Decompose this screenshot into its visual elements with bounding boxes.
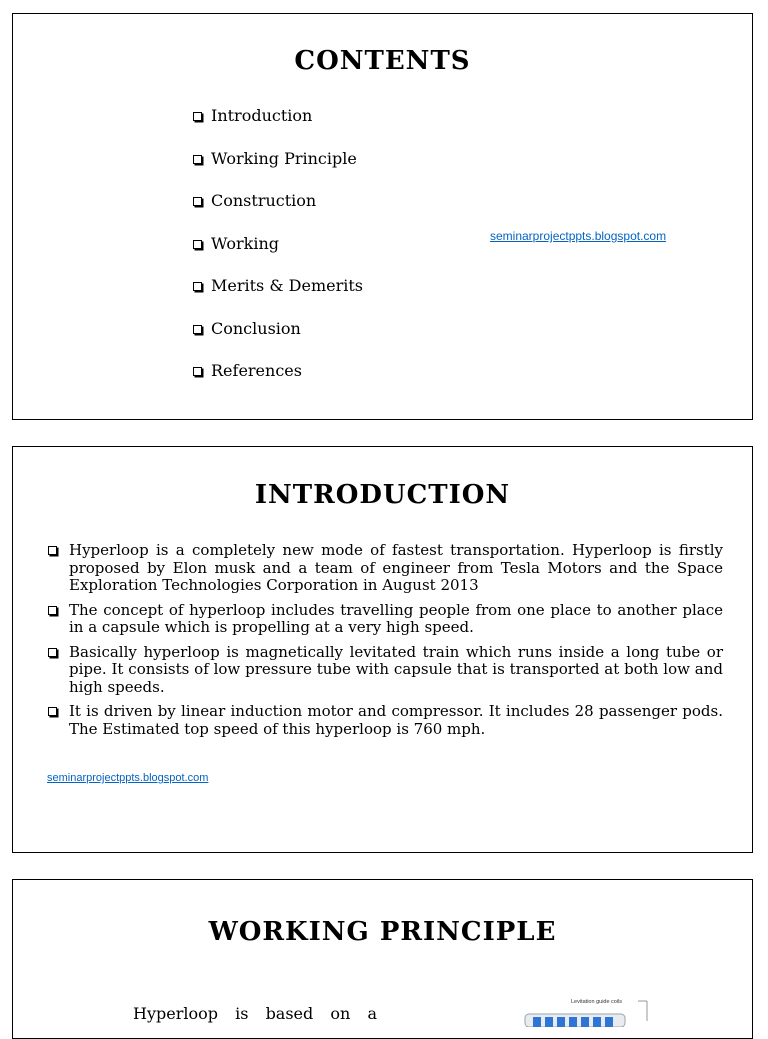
slide-contents bbox=[12, 13, 753, 420]
bullet-text: It is driven by linear induction motor and compressor. It includes 28 passenger pods. The Estimated top speed of this hyperloop is 760 mph. bbox=[69, 702, 723, 738]
diagram-coil bbox=[593, 1017, 601, 1027]
list-item bbox=[193, 233, 363, 276]
slide-title: INTRODUCTION bbox=[254, 480, 511, 510]
checkbox-bullet-icon bbox=[48, 707, 57, 716]
diagram-label: Levitation guide coils bbox=[571, 999, 623, 1005]
list-item bbox=[47, 602, 723, 637]
diagram-coil bbox=[557, 1017, 565, 1027]
list-item-label: Working bbox=[211, 233, 279, 253]
list-item bbox=[193, 360, 363, 403]
checkbox-bullet-icon bbox=[48, 546, 57, 555]
diagram-coil bbox=[605, 1017, 613, 1027]
checkbox-bullet-icon bbox=[193, 155, 202, 164]
list-item-label: Construction bbox=[211, 191, 317, 210]
list-item-label: Introduction bbox=[211, 106, 313, 125]
checkbox-bullet-icon bbox=[193, 367, 202, 376]
slide-title: CONTENTS bbox=[294, 46, 471, 76]
levitation-diagram bbox=[519, 997, 659, 1027]
list-item bbox=[193, 275, 363, 318]
checkbox-bullet-icon bbox=[193, 197, 202, 206]
diagram-coil bbox=[569, 1017, 577, 1027]
body-text: Hyperloop is based on a bbox=[133, 1004, 377, 1023]
checkbox-bullet-icon bbox=[193, 112, 202, 121]
checkbox-bullet-icon bbox=[193, 282, 202, 291]
list-item bbox=[47, 542, 723, 595]
bullet-text: Hyperloop is a completely new mode of fastest transportation. Hyperloop is firstly proposed by Elon musk and a team of engineer from Tesla Motors and the Space Exploration Technologies Corporation in August 2013 bbox=[69, 541, 723, 594]
blog-link[interactable]: seminarprojectppts.blogspot.com bbox=[47, 772, 209, 784]
checkbox-bullet-icon bbox=[48, 606, 57, 615]
intro-bullet-list bbox=[47, 542, 723, 745]
blog-link[interactable]: seminarprojectppts.blogspot.com bbox=[490, 229, 667, 243]
checkbox-bullet-icon bbox=[48, 648, 57, 657]
diagram-coil bbox=[533, 1017, 541, 1027]
slide-title: WORKING PRINCIPLE bbox=[208, 917, 557, 947]
list-item bbox=[193, 190, 363, 233]
list-item bbox=[193, 105, 363, 148]
list-item bbox=[193, 148, 363, 191]
list-item-label: Conclusion bbox=[211, 318, 301, 338]
diagram-coil bbox=[581, 1017, 589, 1027]
checkbox-bullet-icon bbox=[193, 325, 202, 334]
checkbox-bullet-icon bbox=[193, 240, 202, 249]
list-item bbox=[47, 644, 723, 697]
slide-introduction bbox=[12, 446, 753, 853]
diagram-coil bbox=[545, 1017, 553, 1027]
list-item bbox=[47, 703, 723, 738]
slide-working-principle bbox=[12, 879, 753, 1039]
list-item-label: Working Principle bbox=[211, 148, 357, 168]
list-item bbox=[193, 318, 363, 361]
bullet-text: The concept of hyperloop includes travelling people from one place to another place in a capsule which is propelling at a very high speed. bbox=[69, 600, 723, 636]
bullet-text: Basically hyperloop is magnetically levitated train which runs inside a long tube or pipe. It consists of low pressure tube with capsule that is transported at both low and high speeds. bbox=[69, 642, 723, 696]
list-item-label: References bbox=[211, 361, 302, 380]
contents-list bbox=[193, 105, 363, 403]
list-item-label: Merits & Demerits bbox=[211, 276, 364, 295]
